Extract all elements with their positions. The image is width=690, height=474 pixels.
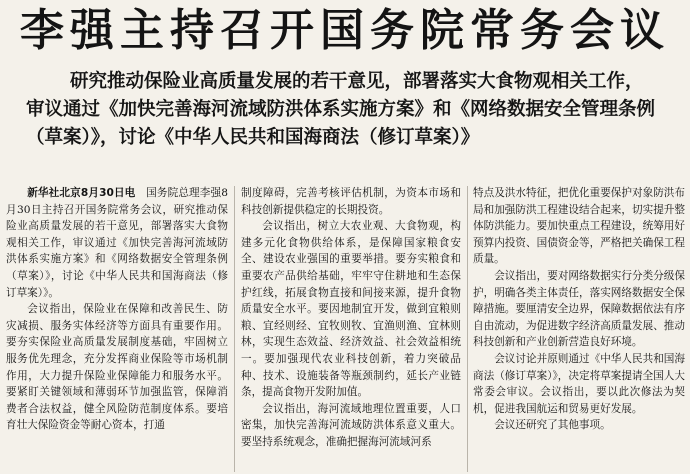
article-paragraph: 会议指出，海河流域地理位置重要，人口密集，加快完善海河流域防洪体系意义重大。要坚持系统观念，准确把握海河流域河系: [241, 402, 461, 448]
article-paragraph: 会议指出，要对网络数据实行分类分级保护，明确各类主体责任，落实网络数据安全保障措施。要厘清安全边界，保障数据依法有序自由流动，为促进数字经济高质量发展、推动科技创新和产业创新营造良好环境。: [473, 269, 685, 349]
subheadline: [0, 68, 690, 178]
dateline: 新华社北京8月30日电: [27, 187, 136, 199]
article-paragraph: 会议指出，保险业在保障和改善民生、防灾减损、服务实体经济等方面具有重要作用。要夯实保险业高质量发展制度基础，牢固树立服务优先理念，充分发挥商业保险等市场机制作用，大力提升保险业保障能力和服务水平。要紧盯关键领域和薄弱环节加强监管，保障消费者合法权益，健全风险防范制度体系。要培育壮大保险资金等耐心资本，打通: [6, 303, 228, 432]
paragraph-text: 国务院总理李强8月30日主持召开国务院常务会议，研究推动保险业高质量发展的若干意见，部署落实大食物观相关工作，审议通过《加快完善海河流域防洪体系实施方案》和《网络数据安全管理条例（草案）》，讨论《中华人民共和国海商法（修订草案）》。: [6, 187, 228, 299]
headline: 李强主持召开国务院常务会议: [20, 5, 670, 56]
article-column-2: [241, 185, 461, 471]
article-paragraph: 会议讨论并原则通过《中华人民共和国海商法（修订草案）》，决定将草案提请全国人大常委会审议。会议指出，要以此次修法为契机，促进我国航运和贸易更好发展。: [473, 352, 685, 415]
article-paragraph: 会议指出，树立大农业观、大食物观，构建多元化食物供给体系，是保障国家粮食安全、建设农业强国的重要举措。要夯实粮食和重要农产品供给基础，牢牢守住耕地和生态保护红线，拓展食物直接和间接来源，提升食物质量安全水平。要因地制宜开发，做到宜粮则粮、宜经则经、宜牧则牧、宜渔则渔、宜林则林，实现生态效益、经济效益、社会效益相统一。要加强现代农业科技创新，着力突破品种、技术、设施装备等瓶颈制约，延长产业链条，提高食物开发附加值。: [241, 220, 461, 399]
subheadline-line-2: 审议通过《加快完善海河流域防洪体系实施方案》和《网络数据安全管理条例: [26, 99, 656, 120]
subheadline-line-3: （草案）》，讨论《中华人民共和国海商法（修订草案）》: [26, 127, 480, 148]
article-column-3: [473, 185, 685, 471]
subheadline-line-1: 研究推动保险业高质量发展的若干意见，部署落实大食物观相关工作，: [70, 71, 644, 92]
column-divider: [234, 186, 235, 472]
column-divider: [467, 186, 468, 472]
article-paragraph: 制度障碍，完善考核评估机制，为资本市场和科技创新提供稳定的长期投资。: [241, 187, 461, 216]
article-paragraph: 特点及洪水特征，把优化重要保护对象防洪布局和加强防洪工程建设结合起来，切实提升整体防洪能力。要加快重点工程建设，统筹用好预算内投资、国债资金等，严格把关确保工程质量。: [473, 187, 685, 266]
article-column-1: [6, 185, 228, 471]
article-paragraph: 会议还研究了其他事项。: [494, 419, 611, 432]
article-paragraph: [6, 185, 228, 301]
